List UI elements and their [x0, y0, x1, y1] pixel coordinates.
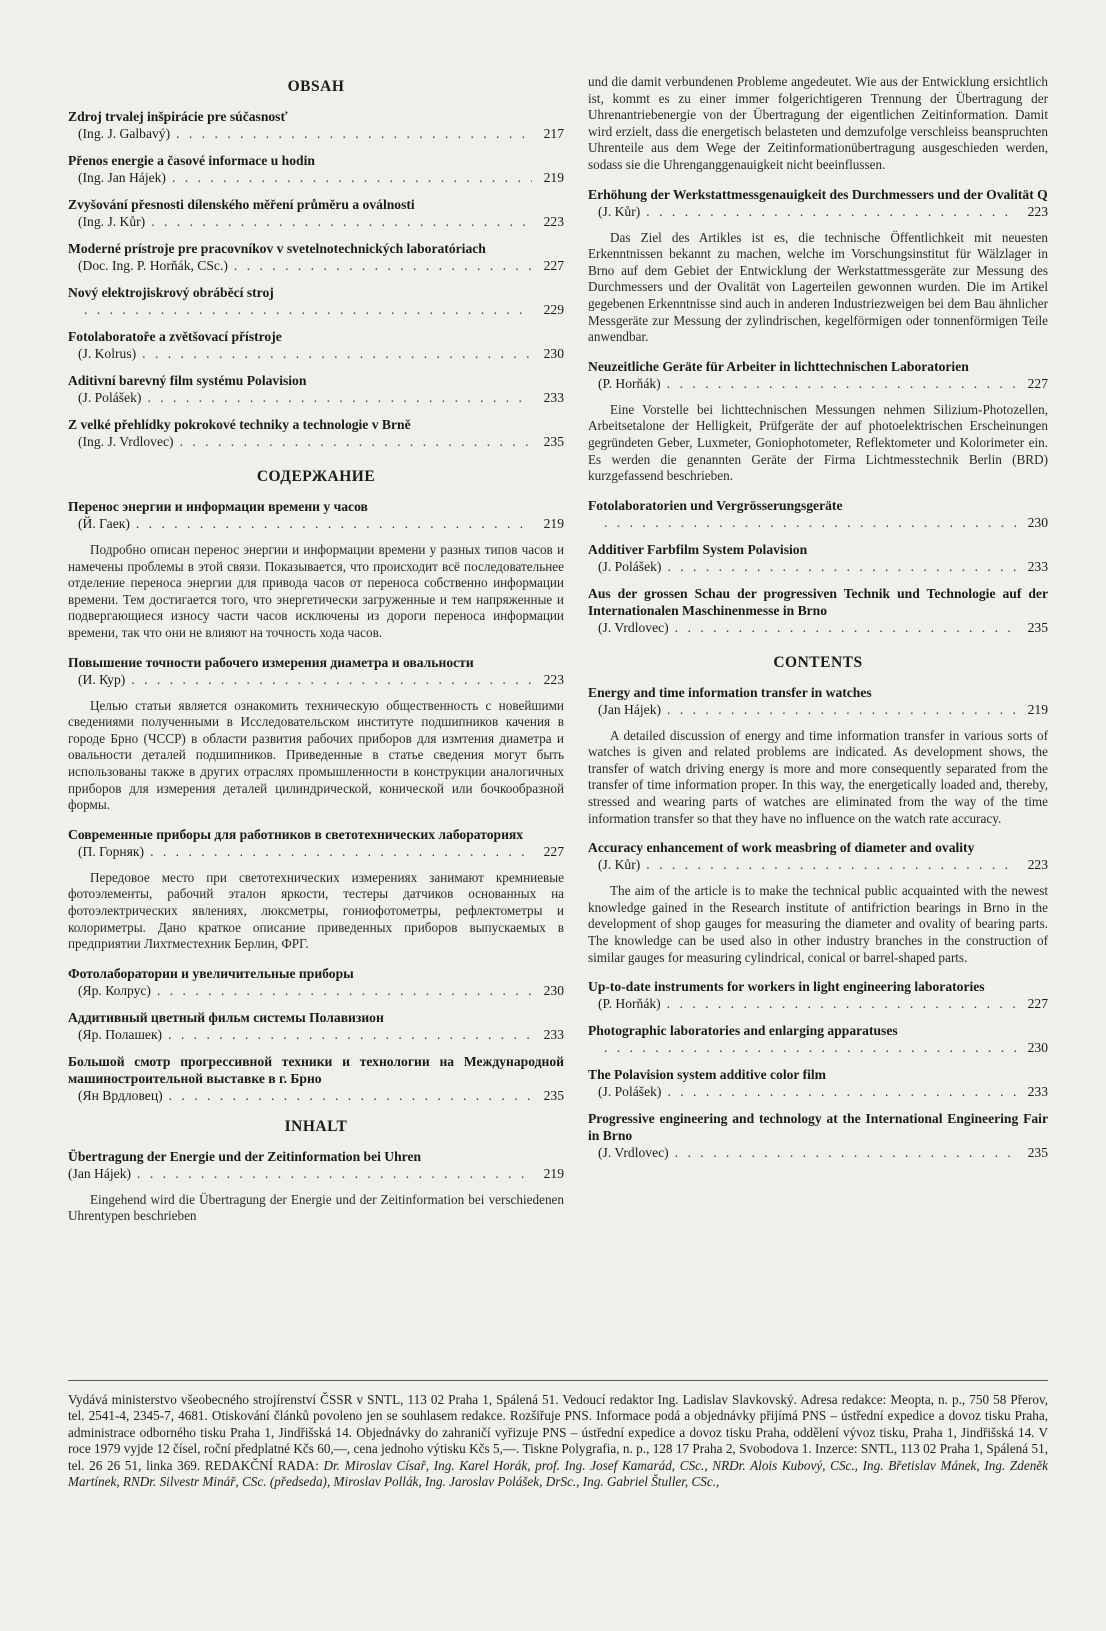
toc-entry-heading — [588, 839, 1048, 856]
toc-entry-heading — [588, 497, 1048, 514]
toc-entry-page: 230 — [543, 346, 564, 361]
toc-entry-abstract: Eine Vorstelle bei lichttechnischen Messungen nehmen Silizium-Photozellen, Arbeitsetalone der Helligkeit, Prüfgeräte der auf photoelektrischen Erscheinungen gegründeten Geber, Luxmeter, Goniophotometer, Reflektometer und Kolorimeter ein. Es werden die genannten Geräte der Firma Lichtmesstechnik Berlin (BRD) kurzgefassend beschrieben. — [588, 401, 1048, 484]
toc-entry-page: 230 — [543, 982, 564, 998]
toc-entry-tail — [588, 203, 1048, 220]
toc-entry — [68, 498, 564, 532]
leader-dots — [180, 433, 532, 450]
toc-entry-heading — [68, 1009, 564, 1026]
leader-dots — [646, 856, 1016, 873]
toc-entry-author: (J. Vrdlovec) — [598, 619, 669, 635]
toc-entry — [68, 284, 564, 318]
toc-entry-author: (Ing. J. Vrdlovec) — [78, 434, 174, 449]
toc-entry — [68, 240, 564, 274]
leader-dots — [667, 1083, 1016, 1100]
toc-entry-page: 219 — [543, 516, 564, 531]
toc-entry-title-text: Повышение точности рабочего измерения диаметра и овальности — [68, 654, 474, 670]
toc-entry-author: (Ing. J. Kůr) — [78, 214, 146, 229]
toc-entry-author: (J. Kolrus) — [78, 346, 137, 361]
toc-entry-page: 235 — [543, 434, 564, 449]
toc-entry-abstract: A detailed discussion of energy and time information transfer in various sorts of watches is given and related problems are indicated. As development shows, the transfer of watch driving energy is more and more consequently separated from the transfer of time information proper. In this way, the energetically loaded and, thereby, stressed and wearing parts of watches are eliminated from the way of the time information transfer so that they have no influence on the watch rate accuracy. — [588, 727, 1048, 826]
toc-entry-page: 219 — [543, 1165, 564, 1181]
toc-entry-author: (Doc. Ing. P. Horňák, CSc.) — [78, 258, 228, 273]
toc-entry-title-text: Современные приборы для работников в светотехнических лабораториях — [68, 826, 524, 842]
toc-entry — [588, 541, 1048, 575]
toc-entry-page: 223 — [543, 671, 564, 687]
toc-entry-page: 233 — [1027, 558, 1048, 574]
toc-entry-page: 233 — [543, 390, 564, 405]
toc-entry-tail — [68, 1165, 564, 1182]
toc-entry-page: 230 — [1027, 514, 1048, 530]
toc-entry-author: (Ян Врдловец) — [78, 1087, 163, 1103]
leader-dots — [150, 843, 532, 860]
toc-entry-title-text: Erhöhung der Werkstattmessgenauigkeit des Durchmessers und der Ovalität Q — [588, 186, 1048, 202]
left-column — [68, 74, 564, 1237]
toc-entry-title-text: Большой смотр прогрессивной техники и технологии на Международной машиностроительной выставке в г. Брно — [68, 1053, 564, 1086]
toc-entry — [588, 839, 1048, 873]
toc-entry-title-text: Moderné prístroje pre pracovníkov v svetelnotechnických laboratóriach — [68, 241, 486, 256]
toc-entry-title-text: Accuracy enhancement of work measbring of diameter and ovality — [588, 840, 975, 856]
toc-entry-tail — [68, 671, 564, 688]
leader-dots — [604, 1039, 1016, 1056]
toc-entry-title-text: Energy and time information transfer in watches — [588, 684, 872, 700]
toc-entry — [588, 1022, 1048, 1056]
toc-entry-heading — [588, 1066, 1048, 1083]
leader-dots — [136, 515, 532, 532]
toc-entry-tail — [588, 856, 1048, 873]
toc-entry-title-text: Aus der grossen Schau der progressiven Technik und Technologie auf der Internationalen Maschinenmesse in Brno — [588, 585, 1048, 618]
toc-entry — [588, 1066, 1048, 1100]
toc-entry-heading — [588, 358, 1048, 375]
leader-dots — [168, 1026, 532, 1043]
toc-entry — [588, 684, 1048, 718]
toc-entry — [68, 826, 564, 860]
inhalt-list — [68, 1148, 564, 1225]
toc-entry-tail — [588, 701, 1048, 718]
toc-entry — [68, 1009, 564, 1043]
toc-entry-tail — [68, 982, 564, 999]
toc-entry-heading — [588, 684, 1048, 701]
leader-dots — [84, 301, 532, 318]
toc-entry-tail — [588, 619, 1048, 636]
toc-entry-page: 223 — [1027, 203, 1048, 219]
toc-entry-page: 227 — [543, 258, 564, 273]
toc-entry-title-text: Фотолаборатории и увеличительные приборы — [68, 965, 354, 981]
imprint-block — [68, 1392, 1048, 1490]
toc-entry-abstract: Eingehend wird die Übertragung der Energie und der Zeitinformation bei verschiedenen Uhrentypen beschrieben — [68, 1191, 564, 1224]
toc-entry-page: 227 — [1027, 996, 1048, 1012]
toc-entry-tail — [588, 375, 1048, 392]
leader-dots — [604, 514, 1016, 531]
toc-entry-heading — [68, 826, 564, 843]
leader-dots — [176, 125, 532, 142]
toc-entry — [68, 328, 564, 362]
leader-dots — [142, 345, 532, 362]
toc-entry-title-text: Up-to-date instruments for workers in light engineering laboratories — [588, 979, 985, 995]
toc-entry — [68, 654, 564, 688]
toc-entry-title-text: Progressive engineering and technology at the International Engineering Fair in Brno — [588, 1111, 1048, 1144]
toc-entry-tail — [68, 843, 564, 860]
toc-entry-abstract: The aim of the article is to make the technical public acquainted with the newest knowledge gained in the Research institute of antifriction bearings in Brno in the development of shop gauges for measuring the diameter and ovality of bearing parts. The knowledge can be used also in other industry branches in the construction of similar gauges for measuring cylindrical, conical or barrel-shaped parts. — [588, 883, 1048, 965]
toc-entry-author: (P. Horňák) — [598, 996, 661, 1012]
toc-entry-page: 235 — [543, 1087, 564, 1103]
toc-entry-author: (Ing. Jan Hájek) — [78, 170, 166, 185]
imprint-text: Vydává ministerstvo všeobecného strojírenství ČSSR v SNTL, 113 02 Praha 1, Spálená 51. Vedoucí redaktor Ing. Ladislav Slavkovský. Adresa redakce: Meopta, n. p., 750 58 Přerov, tel. 2541-4, 2345-7, 4681. Otiskování článků povoleno jen se souhlasem redakce. Rozšiřuje PNS. Informace podá a objednávky přijímá PNS – ústřední expedice a dovoz tisku Praha, administrace odborného tisku Praha 1, Jindřišská 14. Objednávky do zahraničí vyřizuje PNS – ústřední expedice a dovoz tisku Praha, oddělení vývoz tisku, Praha 1, Jindřišská 14. V roce 1979 vyjde 12 čísel, roční předplatné Kčs 60,—, cena jednoho výtisku Kčs 5,—. Tiskne Polygrafia, n. p., 128 17 Praha 2, Svobodova 1. Inzerce: SNTL, 113 02 Praha 1, Spálená 51, tel. 26 26 51, linka 369. — [68, 1392, 1048, 1473]
toc-entry-abstract: Передовое место при светотехнических измерениях занимают кремниевые фотоэлементы, рабочий эталон яркости, тестеры датчиков основанных на фотоэлектрических явлениях, люксметры, гониофотометры, рефлектометры и колориметры. Дано краткое описание приведенных приборов выпускаемых в предприятии Лихтместехник Берлин, ФРГ. — [68, 869, 564, 952]
leader-dots — [151, 213, 532, 230]
toc-entry-tail — [588, 995, 1048, 1012]
toc-entry-title-text: Аддитивный цветный фильм системы Полавизион — [68, 1009, 384, 1025]
leader-dots — [234, 257, 532, 274]
obsah-list — [68, 108, 564, 450]
toc-entry-heading — [68, 284, 564, 301]
leader-dots — [646, 203, 1016, 220]
toc-entry-author: (Яр. Полашек) — [78, 1026, 163, 1042]
toc-entry — [588, 497, 1048, 531]
leader-dots — [667, 558, 1016, 575]
toc-entry-author: (J. Polášek) — [78, 390, 142, 405]
toc-entry-page: 217 — [543, 126, 564, 141]
leader-dots — [667, 375, 1016, 392]
toc-entry — [588, 978, 1048, 1012]
toc-entry-author: (П. Горняк) — [78, 843, 145, 859]
toc-entry-heading — [588, 1110, 1048, 1144]
contents-heading: CONTENTS — [773, 653, 863, 671]
toc-entry-title-text: Photographic laboratories and enlarging apparatuses — [588, 1023, 898, 1039]
toc-entry-abstract: Подробно описан перенос энергии и информации времени у разных типов часов и намечены проблемы в этой связи. Показывается, что происходит всё последовательнее отделение переноса энергии для привода часов от переноса собственно информации времени. Тем достигается того, что энергетически загруженные и тем напряженные и подвергающиеся износу части часов исключены из дороги переноса информации времени, так что они не влияют на точность хода часов. — [68, 542, 564, 640]
toc-entry — [68, 1148, 564, 1182]
inhalt-abstract-continued: und die damit verbundenen Probleme angedeutet. Wie aus der Entwicklung ersichtlich ist, kommt es zu einer immer folgerichtigeren Trennung der Übertragung der Uhrenantriebenergie von der Übertragung der eigentlichen Zeitinformation. Damit wird erzielt, dass die energetisch belasteten und demzufolge verschleiss beanspruchten Uhrenteile aus dem Wege der Zeitinformationübertragung ausgeschieden werden, sodass sie die Uhrenganggenauigkeit nicht beeinflussen. — [588, 74, 1048, 172]
soderzhanie-list — [68, 498, 564, 1104]
toc-entry-author: (Jan Hájek) — [598, 701, 662, 717]
inhalt-list-continued — [588, 186, 1048, 636]
toc-entry — [588, 585, 1048, 636]
toc-entry-page: 235 — [1027, 619, 1048, 635]
toc-entry-heading — [588, 978, 1048, 995]
toc-entry-tail — [588, 1039, 1048, 1056]
toc-entry — [68, 152, 564, 186]
toc-entry-tail — [68, 1087, 564, 1104]
toc-entry — [68, 416, 564, 450]
toc-entry-heading — [68, 108, 564, 125]
toc-entry-page: 219 — [543, 170, 564, 185]
editorial-board-label: REDAKČNÍ RADA: — [204, 1457, 319, 1473]
toc-entry-abstract: Целью статьи является ознакомить техническую общественность с новейшими сведениями полученными в Исследовательском институте подшипников качения в городе Брно (ЧССР) в области развития рабочих приборов для измтения диаметра и овальности деталей подшипников. Приведенные в статье сведения могут быть использованы также в других отраслях промышленности в конструкции аналогичных приборов для измерения деталей цилиндрической, конической или бочкообразной формы. — [68, 697, 564, 813]
toc-entry-author: (J. Polášek) — [598, 1084, 662, 1100]
toc-entry-heading — [68, 654, 564, 671]
toc-entry — [588, 186, 1048, 220]
leader-dots — [147, 389, 532, 406]
toc-entry-heading — [68, 1053, 564, 1087]
leader-dots — [667, 701, 1016, 718]
leader-dots — [131, 671, 532, 688]
toc-entry-tail — [68, 301, 564, 318]
toc-entry-tail — [68, 125, 564, 142]
toc-entry-heading — [588, 1022, 1048, 1039]
toc-entry-author: (И. Кур) — [78, 671, 126, 687]
toc-entry-title-text: The Polavision system additive color film — [588, 1067, 827, 1083]
toc-entry-heading — [68, 152, 564, 169]
toc-entry-author: (Й. Гаек) — [78, 516, 130, 531]
toc-entry-title-text: Neuzeitliche Geräte für Arbeiter in lichttechnischen Laboratorien — [588, 358, 969, 374]
toc-entry-heading — [588, 541, 1048, 558]
toc-entry-page: 230 — [1027, 1040, 1048, 1056]
right-column — [588, 74, 1048, 1171]
toc-entry-heading — [68, 372, 564, 389]
toc-entry-heading — [68, 416, 564, 433]
toc-entry-heading — [68, 240, 564, 257]
toc-entry-title-text: Fotolaboratoře a zvětšovací přístroje — [68, 329, 282, 344]
obsah-heading: OBSAH — [287, 78, 345, 95]
toc-entry — [68, 372, 564, 406]
toc-entry-title-text: Übertragung der Energie und der Zeitinformation bei Uhren — [68, 1148, 422, 1164]
toc-entry-author: (J. Vrdlovec) — [598, 1145, 669, 1161]
toc-entry-title-text: Přenos energie a časové informace u hodin — [68, 153, 315, 168]
inhalt-heading: INHALT — [284, 1117, 348, 1135]
toc-entry-tail — [68, 1026, 564, 1043]
toc-entry-tail — [68, 433, 564, 450]
toc-entry — [68, 965, 564, 999]
toc-entry-page: 235 — [1027, 1145, 1048, 1161]
toc-entry-title-text: Aditivní barevný film systému Polavision — [68, 373, 307, 388]
toc-entry-title-text: Zvyšování přesnosti dílenského měření průměru a oválnosti — [68, 197, 415, 212]
toc-entry-heading — [68, 498, 564, 515]
toc-entry-tail — [588, 1144, 1048, 1161]
toc-entry-page: 219 — [1027, 701, 1048, 717]
toc-entry-author: (J. Kůr) — [598, 203, 641, 219]
toc-entry-heading — [588, 585, 1048, 619]
leader-dots — [172, 169, 532, 186]
toc-entry — [588, 358, 1048, 392]
toc-entry-tail — [588, 1083, 1048, 1100]
toc-entry-tail — [68, 257, 564, 274]
leader-dots — [169, 1087, 532, 1104]
toc-entry-page: 223 — [543, 214, 564, 229]
toc-entry — [68, 196, 564, 230]
toc-entry-title-text: Zdroj trvalej inšpirácie pre súčasnosť — [68, 109, 288, 124]
toc-entry-heading — [68, 328, 564, 345]
leader-dots — [137, 1165, 532, 1182]
toc-entry-tail — [68, 213, 564, 230]
toc-entry — [588, 1110, 1048, 1161]
leader-dots — [675, 619, 1016, 636]
toc-entry-page: 229 — [543, 302, 564, 317]
toc-entry-page: 223 — [1027, 857, 1048, 873]
toc-entry-author: (J. Polášek) — [598, 558, 662, 574]
toc-entry-page: 233 — [543, 1026, 564, 1042]
toc-entry — [68, 1053, 564, 1104]
toc-entry — [68, 108, 564, 142]
toc-entry-heading — [588, 186, 1048, 203]
editorial-board-members: Dr. Miroslav Císař, Ing. Karel Horák, prof. Ing. Josef Kamarád, CSc., NRDr. Alois Kubový, CSc., Ing. Břetislav Mánek, Ing. Zdeněk Martínek, RNDr. Silvestr Minář, CSc. (předseda), Miroslav Pollák, Ing. Jaroslav Polášek, DrSc., Ing. Gabriel Štuller, CSc., — [68, 1457, 1049, 1490]
toc-entry-tail — [68, 345, 564, 362]
toc-entry-heading — [68, 1148, 564, 1165]
toc-entry-tail — [588, 514, 1048, 531]
toc-entry-title-text: Z velké přehlídky pokrokové techniky a technologie v Brně — [68, 417, 411, 432]
toc-entry-author: (J. Kůr) — [598, 857, 641, 873]
leader-dots — [675, 1144, 1016, 1161]
toc-entry-author: (Ing. J. Galbavý) — [78, 126, 171, 141]
toc-entry-title-text: Additiver Farbfilm System Polavision — [588, 541, 808, 557]
soderzhanie-heading: СОДЕРЖАНИЕ — [256, 468, 376, 485]
toc-entry-page: 227 — [543, 843, 564, 859]
toc-entry-page: 227 — [1027, 375, 1048, 391]
toc-entry-tail — [588, 558, 1048, 575]
leader-dots — [157, 982, 532, 999]
toc-entry-tail — [68, 515, 564, 532]
footer-divider — [68, 1380, 1048, 1381]
toc-entry-title-text: Перенос энергии и информации времени у часов — [68, 499, 368, 514]
contents-list — [588, 684, 1048, 1162]
toc-entry-tail — [68, 169, 564, 186]
toc-entry-tail — [68, 389, 564, 406]
toc-entry-page: 233 — [1027, 1084, 1048, 1100]
toc-entry-heading — [68, 196, 564, 213]
toc-entry-title-text: Nový elektrojiskrový obráběcí stroj — [68, 285, 274, 300]
toc-entry-heading — [68, 965, 564, 982]
leader-dots — [667, 995, 1016, 1012]
toc-entry-author: (Яр. Колрус) — [78, 982, 151, 998]
toc-entry-author: (Jan Hájek) — [68, 1165, 132, 1181]
toc-entry-abstract: Das Ziel des Artikles ist es, die technische Öffentlichkeit mit neuesten Erkenntnissen bekannt zu machen, welche im Vorschungsinstitut für Wälzlager in Brno auf dem Gebiet der Entwicklung der Werkstattmessgeräte zur Messung des Durchmessers und der Ovalität von Lagerteilen gewonnen wurden. Die im Artikel gegebenen Erkenntnisse sind auch in anderen Industriezweigen bei dem Bau ähnlicher Messgeräte zur Messung der zylindrischen, kegelförmigen oder tonnenförmigen Teile anwendbar. — [588, 229, 1048, 345]
toc-entry-author: (P. Horňák) — [598, 375, 661, 391]
toc-entry-title-text: Fotolaboratorien und Vergrösserungsgeräte — [588, 497, 843, 513]
